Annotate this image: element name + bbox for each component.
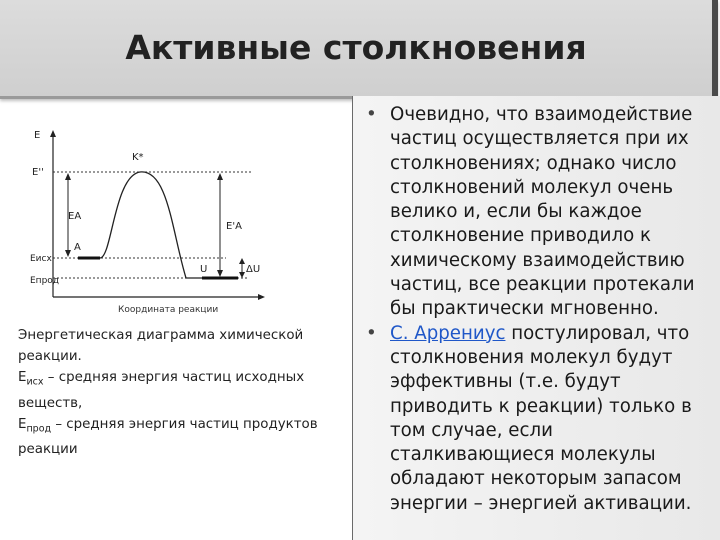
label-k-star: K* xyxy=(132,152,144,163)
delta-u-arrow-top xyxy=(239,258,245,264)
caption-prod-symbol: E xyxy=(18,416,27,432)
arrhenius-link[interactable]: С. Аррениус xyxy=(390,322,506,344)
bullet-text-1: Очевидно, что взаимодействие частиц осуществляется при их столкновениях; однако число столкновений молекул очень велико и, если бы каждое столкновение приводило к химическому взаимодействию частиц, все реакции протекали бы практически мгновенно. xyxy=(390,104,695,320)
bullet-text-2: постулировал, что столкновения молекул будут эффективны (т.е. будут приводить к реакции) только в том случае, если сталкивающиеся молекулы обладают некоторым запасом энергии – энергией активации. xyxy=(390,322,692,514)
delta-u-arrow-bottom xyxy=(239,272,245,278)
caption-isx-subscript: исх xyxy=(26,376,44,388)
y-axis-arrow xyxy=(50,130,56,137)
e-a-arrow-top xyxy=(65,173,71,180)
bullet-marker-2: • xyxy=(366,322,377,344)
bullet-item-1 xyxy=(358,103,716,322)
bullet-marker-1: • xyxy=(366,104,377,125)
x-axis-arrow xyxy=(258,294,265,300)
title-bar xyxy=(0,0,718,99)
label-delta-u: ΔU xyxy=(246,264,261,275)
label-e-prod: Eпрод xyxy=(30,276,60,286)
label-e-axis: E xyxy=(34,130,41,141)
e-prime-a-arrow-bottom xyxy=(217,270,223,277)
label-e-isx: Eисх xyxy=(30,254,52,264)
label-x-axis: Координата реакции xyxy=(118,305,219,315)
diagram-caption xyxy=(18,325,343,460)
e-a-arrow-bottom xyxy=(65,250,71,257)
bullet-item-2 xyxy=(358,322,716,516)
bullet-list xyxy=(358,103,716,516)
label-u-point: U xyxy=(200,264,208,275)
energy-diagram xyxy=(30,122,330,322)
caption-isx-symbol: E xyxy=(18,370,27,385)
slide-title: Активные столкновения xyxy=(125,28,587,67)
label-e-double-prime: E'' xyxy=(32,167,44,178)
caption-prod-subscript: прод xyxy=(26,423,52,435)
caption-prod-text: – средняя энергия частиц продуктов реакции xyxy=(18,416,318,458)
label-e-prime-a: E'A xyxy=(226,221,242,232)
caption-line-isx xyxy=(18,367,343,414)
label-a-point: A xyxy=(74,242,81,253)
label-e-a: EA xyxy=(68,211,82,222)
caption-line-prod xyxy=(18,414,343,461)
e-prime-a-arrow-top xyxy=(217,173,223,180)
reaction-curve xyxy=(90,172,208,278)
caption-line-1: Энергетическая диаграмма химической реакции. xyxy=(18,328,304,364)
caption-isx-text: – средняя энергия частиц исходных веществ, xyxy=(18,370,305,411)
